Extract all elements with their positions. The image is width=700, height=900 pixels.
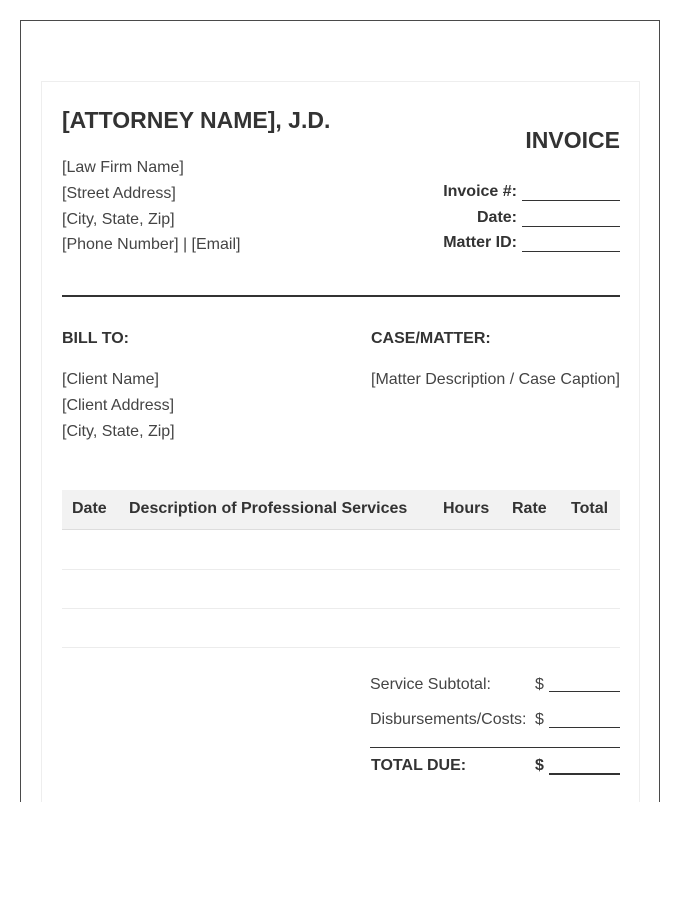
case-matter-heading: CASE/MATTER: <box>371 330 491 347</box>
firm-city-state-zip: [City, State, Zip] <box>62 211 175 228</box>
firm-street-address: [Street Address] <box>62 185 176 202</box>
matter-id-row <box>443 234 620 252</box>
invoice-date-field[interactable] <box>522 212 620 227</box>
attorney-name: [ATTORNEY NAME], J.D. <box>62 107 331 133</box>
service-subtotal-label: Service Subtotal: <box>370 676 491 693</box>
service-subtotal-field[interactable] <box>549 691 620 692</box>
client-city-state-zip: [City, State, Zip] <box>62 423 175 440</box>
firm-name: [Law Firm Name] <box>62 159 184 176</box>
column-header-total: Total <box>571 500 609 517</box>
disbursements-currency: $ <box>535 711 544 728</box>
invoice-number-field[interactable] <box>522 186 620 201</box>
matter-id-field[interactable] <box>522 237 620 252</box>
matter-description: [Matter Description / Case Caption] <box>371 371 620 388</box>
firm-phone-email: [Phone Number] | [Email] <box>62 236 241 253</box>
bill-to-heading: BILL TO: <box>62 330 129 347</box>
service-subtotal-currency: $ <box>535 676 544 693</box>
column-header-description: Description of Professional Services <box>129 500 408 517</box>
invoice-date-label: Date: <box>476 209 517 226</box>
invoice-number-row <box>443 183 620 201</box>
table-row[interactable] <box>62 569 620 609</box>
column-header-date: Date <box>72 500 107 517</box>
disbursements-field[interactable] <box>549 727 620 728</box>
column-header-rate: Rate <box>512 500 547 517</box>
invoice-title: INVOICE <box>525 127 620 153</box>
services-table-header <box>62 490 620 530</box>
disbursements-label: Disbursements/Costs: <box>370 711 527 728</box>
matter-id-label: Matter ID: <box>443 234 517 251</box>
table-row[interactable] <box>62 530 620 570</box>
total-due-field[interactable] <box>549 773 620 775</box>
column-header-hours: Hours <box>443 500 490 517</box>
header-divider <box>62 295 620 297</box>
client-name: [Client Name] <box>62 371 159 388</box>
table-row[interactable] <box>62 608 620 648</box>
totals-divider <box>370 747 620 748</box>
total-due-label: TOTAL DUE: <box>371 757 467 774</box>
invoice-date-row <box>477 209 620 227</box>
invoice-number-label: Invoice #: <box>443 183 517 200</box>
total-due-currency: $ <box>535 757 544 774</box>
client-address: [Client Address] <box>62 397 175 414</box>
